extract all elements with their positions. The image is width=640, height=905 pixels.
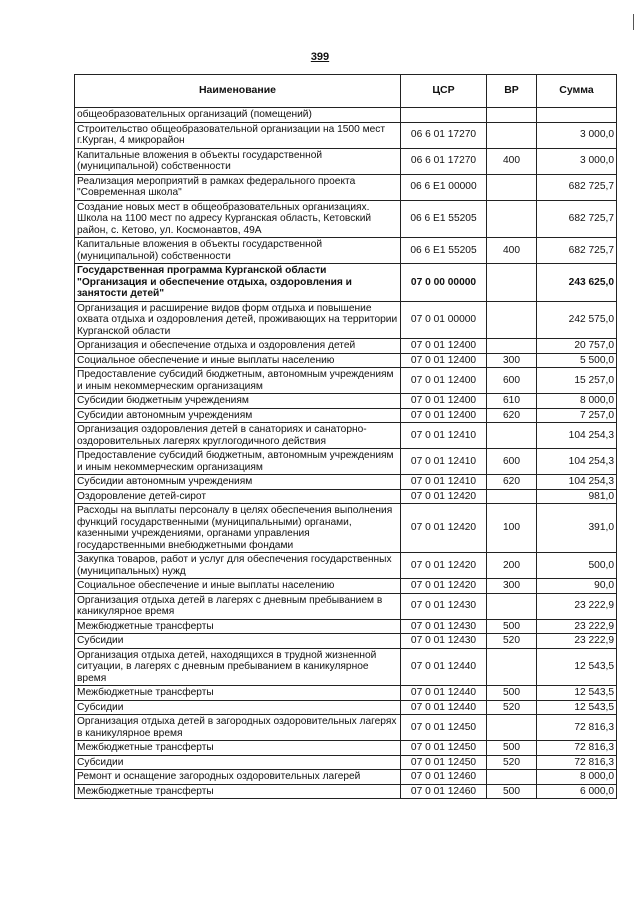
cell-csr: 07 0 01 12400 (401, 339, 487, 354)
cell-csr: 07 0 01 00000 (401, 301, 487, 339)
cell-sum: 5 500,0 (537, 353, 617, 368)
cell-csr: 07 0 01 12410 (401, 423, 487, 449)
cell-csr: 07 0 01 12420 (401, 553, 487, 579)
cell-name: Закупка товаров, работ и услуг для обеспечения государственных (муниципальных) нужд (75, 553, 401, 579)
cell-csr: 07 0 01 12420 (401, 504, 487, 553)
cell-csr: 06 6 E1 55205 (401, 200, 487, 238)
cell-vr: 300 (487, 579, 537, 594)
table-row (75, 301, 617, 339)
table-row (75, 408, 617, 423)
table-row (75, 553, 617, 579)
cell-sum: 23 222,9 (537, 634, 617, 649)
cell-csr: 06 6 E1 00000 (401, 174, 487, 200)
cell-vr: 520 (487, 634, 537, 649)
cell-vr (487, 593, 537, 619)
cell-sum: 391,0 (537, 504, 617, 553)
cell-name: Государственная программа Курганской области "Организация и обеспечение отдыха, оздоровления и занятости детей" (75, 264, 401, 302)
cell-name: Реализация мероприятий в рамках федерального проекта "Современная школа" (75, 174, 401, 200)
cell-vr: 500 (487, 784, 537, 799)
cell-name: Субсидии автономным учреждениям (75, 475, 401, 490)
cell-vr (487, 174, 537, 200)
cell-vr (487, 423, 537, 449)
page-edge-mark (633, 14, 634, 30)
table-row (75, 770, 617, 785)
table-row (75, 174, 617, 200)
cell-sum: 23 222,9 (537, 619, 617, 634)
cell-sum: 20 757,0 (537, 339, 617, 354)
table-row (75, 700, 617, 715)
table-row (75, 264, 617, 302)
cell-vr: 500 (487, 741, 537, 756)
table-row (75, 634, 617, 649)
cell-name: Организация и расширение видов форм отдыха и повышение охвата отдыха и оздоровления детей, проживающих на территории Курганской области (75, 301, 401, 339)
cell-vr: 300 (487, 353, 537, 368)
cell-sum: 15 257,0 (537, 368, 617, 394)
cell-name: Межбюджетные трансферты (75, 686, 401, 701)
cell-name: Организация оздоровления детей в санаториях и санаторно-оздоровительных лагерях круглогодичного действия (75, 423, 401, 449)
cell-vr (487, 108, 537, 123)
cell-sum: 90,0 (537, 579, 617, 594)
cell-vr: 400 (487, 148, 537, 174)
header-name: Наименование (75, 75, 401, 108)
table-row (75, 475, 617, 490)
table-row (75, 339, 617, 354)
cell-vr (487, 715, 537, 741)
cell-csr: 07 0 01 12430 (401, 619, 487, 634)
cell-name: Межбюджетные трансферты (75, 784, 401, 799)
cell-csr: 07 0 01 12450 (401, 755, 487, 770)
cell-vr: 610 (487, 394, 537, 409)
cell-name: Расходы на выплаты персоналу в целях обеспечения выполнения функций государственными (муниципальными) органами, казенными учреждениями, органами управления государственными внебюджетными фондами (75, 504, 401, 553)
cell-sum: 242 575,0 (537, 301, 617, 339)
cell-vr: 620 (487, 475, 537, 490)
cell-name: Субсидии (75, 755, 401, 770)
cell-name: Ремонт и оснащение загородных оздоровительных лагерей (75, 770, 401, 785)
cell-name: Организация отдыха детей в загородных оздоровительных лагерях в каникулярное время (75, 715, 401, 741)
table-row (75, 619, 617, 634)
cell-vr: 500 (487, 619, 537, 634)
cell-vr: 620 (487, 408, 537, 423)
cell-csr (401, 108, 487, 123)
cell-csr: 07 0 01 12400 (401, 408, 487, 423)
cell-vr (487, 301, 537, 339)
cell-name: Капитальные вложения в объекты государственной (муниципальной) собственности (75, 148, 401, 174)
cell-sum: 104 254,3 (537, 475, 617, 490)
table-row (75, 148, 617, 174)
cell-vr: 200 (487, 553, 537, 579)
cell-name: Субсидии (75, 700, 401, 715)
cell-csr: 07 0 01 12400 (401, 353, 487, 368)
cell-name: общеобразовательных организаций (помещений) (75, 108, 401, 123)
cell-sum: 500,0 (537, 553, 617, 579)
cell-name: Оздоровление детей-сирот (75, 489, 401, 504)
cell-sum: 23 222,9 (537, 593, 617, 619)
table-row (75, 200, 617, 238)
header-csr: ЦСР (401, 75, 487, 108)
table-row (75, 715, 617, 741)
table-row (75, 368, 617, 394)
cell-vr (487, 648, 537, 686)
table-row (75, 593, 617, 619)
cell-name: Предоставление субсидий бюджетным, автономным учреждениям и иным некоммерческим организациям (75, 368, 401, 394)
cell-sum: 8 000,0 (537, 770, 617, 785)
cell-sum: 3 000,0 (537, 148, 617, 174)
budget-table (74, 74, 617, 799)
table-row (75, 741, 617, 756)
cell-vr: 500 (487, 686, 537, 701)
cell-name: Межбюджетные трансферты (75, 619, 401, 634)
cell-name: Социальное обеспечение и иные выплаты населению (75, 579, 401, 594)
table-row (75, 122, 617, 148)
cell-csr: 07 0 01 12430 (401, 634, 487, 649)
cell-vr: 600 (487, 449, 537, 475)
cell-csr: 07 0 00 00000 (401, 264, 487, 302)
cell-csr: 07 0 01 12450 (401, 715, 487, 741)
cell-sum: 12 543,5 (537, 700, 617, 715)
cell-name: Организация отдыха детей в лагерях с дневным пребыванием в каникулярное время (75, 593, 401, 619)
header-sum: Сумма (537, 75, 617, 108)
cell-sum: 72 816,3 (537, 741, 617, 756)
cell-name: Строительство общеобразовательной организации на 1500 мест г.Курган, 4 микрорайон (75, 122, 401, 148)
cell-csr: 07 0 01 12410 (401, 475, 487, 490)
cell-sum: 3 000,0 (537, 122, 617, 148)
table-row (75, 686, 617, 701)
table-row (75, 353, 617, 368)
cell-sum: 104 254,3 (537, 449, 617, 475)
table-row (75, 579, 617, 594)
table-row (75, 238, 617, 264)
table-row (75, 755, 617, 770)
table-row (75, 394, 617, 409)
cell-csr: 07 0 01 12410 (401, 449, 487, 475)
cell-vr (487, 200, 537, 238)
cell-sum: 6 000,0 (537, 784, 617, 799)
table-row (75, 504, 617, 553)
cell-sum: 682 725,7 (537, 200, 617, 238)
cell-name: Социальное обеспечение и иные выплаты населению (75, 353, 401, 368)
cell-sum: 8 000,0 (537, 394, 617, 409)
cell-sum (537, 108, 617, 123)
cell-name: Субсидии автономным учреждениям (75, 408, 401, 423)
table-row (75, 108, 617, 123)
cell-vr (487, 339, 537, 354)
cell-csr: 06 6 01 17270 (401, 122, 487, 148)
cell-csr: 07 0 01 12450 (401, 741, 487, 756)
cell-name: Предоставление субсидий бюджетным, автономным учреждениям и иным некоммерческим организациям (75, 449, 401, 475)
cell-sum: 72 816,3 (537, 755, 617, 770)
cell-csr: 07 0 01 12420 (401, 579, 487, 594)
cell-name: Организация и обеспечение отдыха и оздоровления детей (75, 339, 401, 354)
cell-sum: 12 543,5 (537, 686, 617, 701)
cell-sum: 72 816,3 (537, 715, 617, 741)
table-row (75, 449, 617, 475)
cell-csr: 07 0 01 12460 (401, 770, 487, 785)
cell-csr: 07 0 01 12440 (401, 700, 487, 715)
cell-csr: 07 0 01 12400 (401, 368, 487, 394)
cell-vr: 100 (487, 504, 537, 553)
cell-vr (487, 264, 537, 302)
cell-sum: 243 625,0 (537, 264, 617, 302)
page-number: 399 (310, 51, 330, 63)
cell-csr: 07 0 01 12430 (401, 593, 487, 619)
cell-csr: 07 0 01 12440 (401, 648, 487, 686)
cell-vr: 600 (487, 368, 537, 394)
cell-sum: 682 725,7 (537, 174, 617, 200)
cell-vr (487, 770, 537, 785)
cell-csr: 07 0 01 12440 (401, 686, 487, 701)
cell-csr: 07 0 01 12460 (401, 784, 487, 799)
cell-vr: 520 (487, 700, 537, 715)
table-header-row (75, 75, 617, 108)
cell-name: Организация отдыха детей, находящихся в трудной жизненной ситуации, в лагерях с дневным пребыванием в каникулярное время (75, 648, 401, 686)
cell-sum: 7 257,0 (537, 408, 617, 423)
cell-sum: 104 254,3 (537, 423, 617, 449)
cell-name: Создание новых мест в общеобразовательных организациях. Школа на 1100 мест по адресу Курганская область, Кетовский район, с. Кетово, ул. Космонавтов, 49А (75, 200, 401, 238)
cell-csr: 06 6 01 17270 (401, 148, 487, 174)
cell-vr (487, 122, 537, 148)
table-row (75, 784, 617, 799)
cell-vr (487, 489, 537, 504)
cell-sum: 981,0 (537, 489, 617, 504)
table-row (75, 423, 617, 449)
cell-name: Субсидии бюджетным учреждениям (75, 394, 401, 409)
cell-vr: 400 (487, 238, 537, 264)
header-vr: ВР (487, 75, 537, 108)
cell-csr: 06 6 E1 55205 (401, 238, 487, 264)
cell-csr: 07 0 01 12420 (401, 489, 487, 504)
cell-csr: 07 0 01 12400 (401, 394, 487, 409)
table-row (75, 648, 617, 686)
cell-name: Межбюджетные трансферты (75, 741, 401, 756)
cell-name: Субсидии (75, 634, 401, 649)
cell-sum: 12 543,5 (537, 648, 617, 686)
cell-vr: 520 (487, 755, 537, 770)
table-row (75, 489, 617, 504)
cell-name: Капитальные вложения в объекты государственной (муниципальной) собственности (75, 238, 401, 264)
cell-sum: 682 725,7 (537, 238, 617, 264)
table-body (75, 108, 617, 799)
